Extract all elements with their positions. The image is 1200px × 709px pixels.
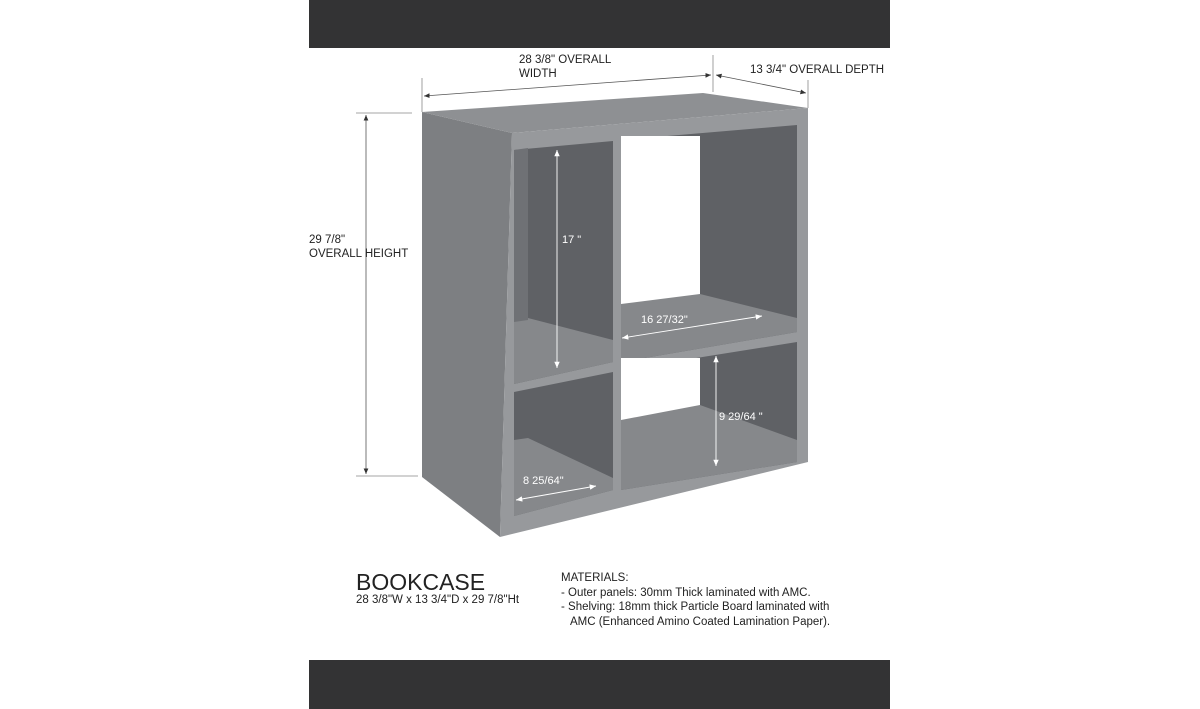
cell-top-left-wall xyxy=(514,148,528,322)
lower-depth-label: 8 25/64" xyxy=(523,475,564,487)
materials-line: AMC (Enhanced Amino Coated Lamination Paper). xyxy=(561,615,831,628)
inner-height-label: 17 " xyxy=(562,234,582,246)
product-title: BOOKCASE xyxy=(356,569,486,595)
left-side-panel xyxy=(422,112,512,537)
height-label xyxy=(309,233,408,261)
width-label xyxy=(519,53,611,81)
width-label-line1: 28 3/8" OVERALL xyxy=(519,54,612,66)
lower-height-label: 9 29/64 " xyxy=(719,411,763,423)
materials-line: - Shelving: 18mm thick Particle Board laminated with xyxy=(561,601,830,613)
inner-width-label: 16 27/32" xyxy=(641,314,688,326)
height-label-line1: 29 7/8" xyxy=(309,234,346,246)
depth-label: 13 3/4" OVERALL DEPTH xyxy=(750,64,885,76)
back-opening-top xyxy=(621,136,700,304)
materials-line: - Outer panels: 30mm Thick laminated with AMC. xyxy=(561,586,811,599)
product-size: 28 3/8"W x 13 3/4"D x 29 7/8"Ht xyxy=(356,594,520,606)
materials-block xyxy=(561,571,830,629)
materials-heading: MATERIALS: xyxy=(561,572,629,584)
width-label-line2: WIDTH xyxy=(519,68,557,80)
height-label-line2: OVERALL HEIGHT xyxy=(309,248,409,260)
depth-arrow xyxy=(716,75,806,93)
